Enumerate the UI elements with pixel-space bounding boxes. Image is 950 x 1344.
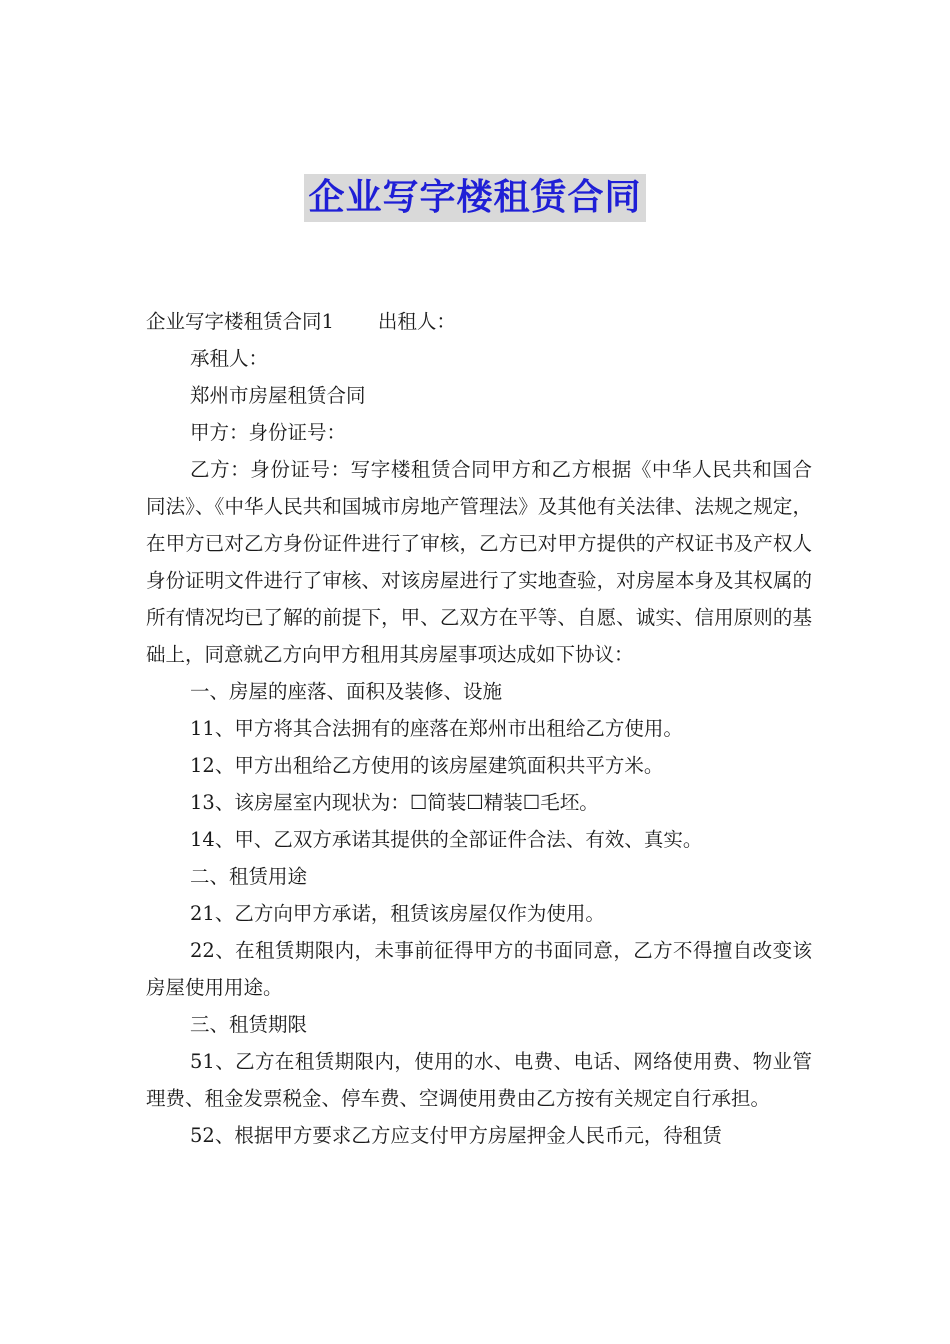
lessor-label: 出租人：	[377, 310, 456, 333]
contract-number-label: 企业写字楼租赁合同1	[146, 310, 334, 333]
section-heading-2: 二、租赁用途	[190, 865, 308, 888]
section-heading-3: 三、租赁期限	[190, 1013, 308, 1036]
document-title: 企业写字楼租赁合同	[304, 174, 645, 222]
title-container	[0, 174, 950, 222]
paragraph-party-a: 甲方：身份证号：	[190, 421, 347, 444]
clause-13: 13、该房屋室内现状为：☐简装☐精装☐毛坯。	[190, 791, 599, 814]
clause-22: 22、在租赁期限内，未事前征得甲方的书面同意，乙方不得擅自改变该房屋使用用途。	[146, 939, 812, 999]
paragraph-heading-line	[146, 303, 812, 340]
paragraph-party-b: 乙方：身份证号：写字楼租赁合同甲方和乙方根据《中华人民共和国合同法》、《中华人民共和国城市房地产管理法》及其他有关法律、法规之规定，在甲方已对乙方身份证件进行了审核，乙方已对甲方提供的产权证书及产权人身份证明文件进行了审核、对该房屋进行了实地查验，对房屋本身及其权属的所有情况均已了解的前提下，甲、乙双方在平等、自愿、诚实、信用原则的基础上，同意就乙方向甲方租用其房屋事项达成如下协议：	[146, 458, 812, 666]
clause-52: 52、根据甲方要求乙方应支付甲方房屋押金人民币元，待租赁	[190, 1124, 722, 1147]
clause-12: 12、甲方出租给乙方使用的该房屋建筑面积共平方米。	[190, 754, 664, 777]
document-body	[146, 303, 812, 1154]
clause-51: 51、乙方在租赁期限内，使用的水、电费、电话、网络使用费、物业管理费、租金发票税金、停车费、空调使用费由乙方按有关规定自行承担。	[146, 1050, 812, 1110]
clause-14: 14、甲、乙双方承诺其提供的全部证件合法、有效、真实。	[190, 828, 703, 851]
paragraph-contract-name: 郑州市房屋租赁合同	[190, 384, 366, 407]
section-heading-1: 一、房屋的座落、面积及装修、设施	[190, 680, 503, 703]
clause-11: 11、甲方将其合法拥有的座落在郑州市出租给乙方使用。	[190, 717, 683, 740]
paragraph-lessee: 承租人：	[190, 347, 269, 370]
clause-21: 21、乙方向甲方承诺，租赁该房屋仅作为使用。	[190, 902, 605, 925]
